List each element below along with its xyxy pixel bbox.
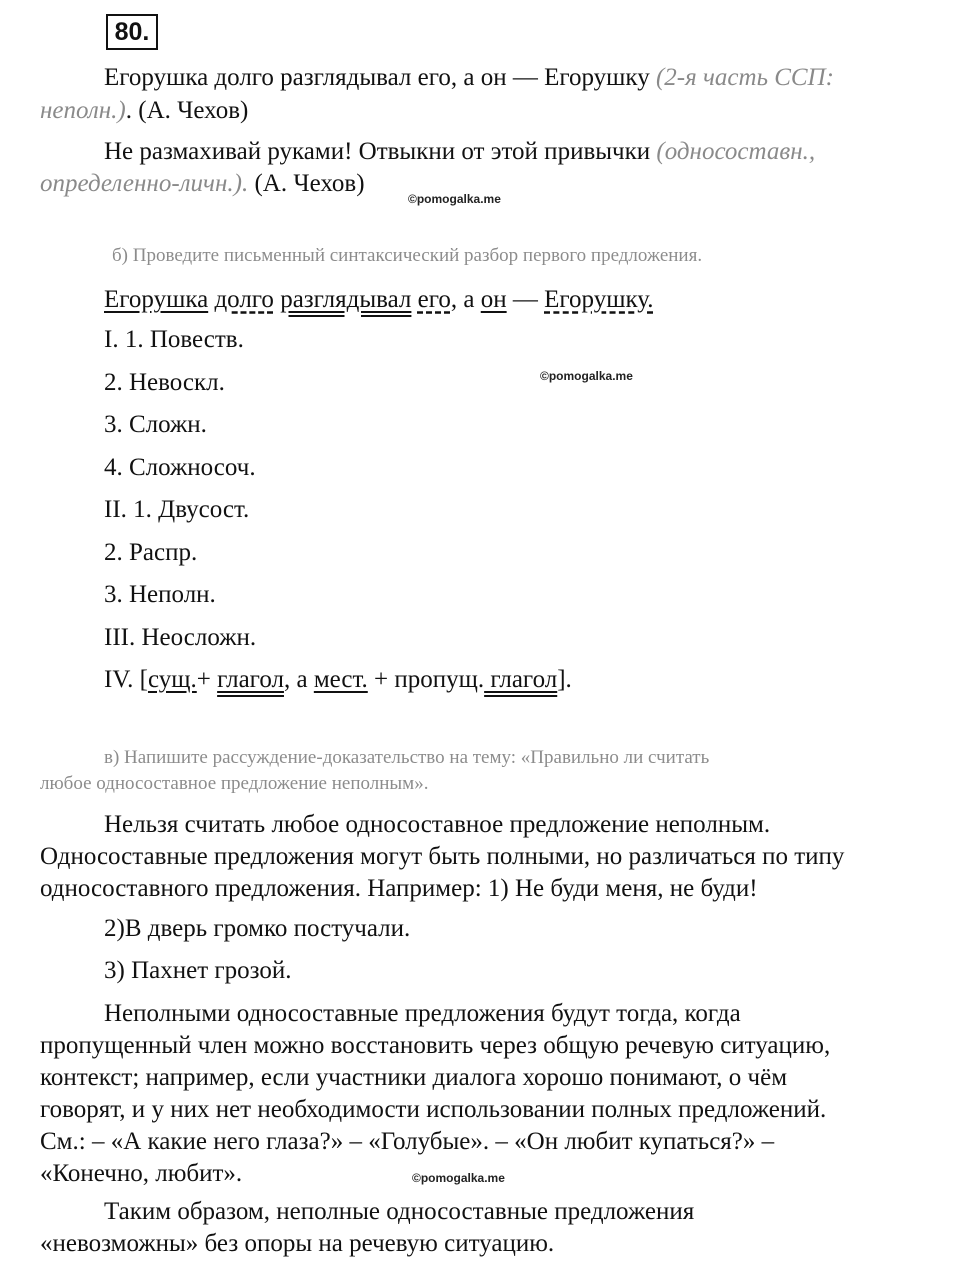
essay-p4-line: Неполными односоставные предложения будут тогда, когда [104, 1000, 741, 1027]
subject-word-2: он [480, 286, 507, 313]
essay-p1-line: односоставного предложения. Например: 1) Не буди меня, не буди! [40, 875, 758, 902]
essay-p4-line: контекст; например, если участники диалога хорошо понимают, о чём [40, 1064, 788, 1091]
object-word-2: Егорушку. [544, 286, 654, 313]
essay-p4-line: пропущенный член можно восстановить через общую речевую ситуацию, [40, 1032, 831, 1059]
essay-p5-line: Таким образом, неполные односоставные предложения [104, 1198, 695, 1225]
analysis-item: II. 1. Двусост. [104, 496, 250, 523]
task-b: б) Проведите письменный синтаксический разбор первого предложения. [112, 245, 703, 266]
example-1-line1: Егорушка долго разглядывал его, а он — Егорушку (2-я часть ССП: [104, 64, 834, 91]
subject-word: Егорушка [104, 286, 209, 313]
example-1-line2: неполн.). (А. Чехов) [40, 97, 249, 124]
object-word: его [417, 286, 451, 313]
watermark: ©pomogalka.me [540, 369, 633, 383]
watermark: ©pomogalka.me [412, 1171, 505, 1185]
sentence-scheme: IV. [сущ.+ глагол, а мест. + пропущ. глагол]. [104, 666, 572, 693]
analysis-item: 4. Сложносоч. [104, 454, 256, 481]
analysis-item: I. 1. Повеств. [104, 326, 244, 353]
task-v-line1: в) Напишите рассуждение-доказательство на тему: «Правильно ли считать [104, 747, 710, 768]
analysis-item: 2. Невоскл. [104, 369, 225, 396]
example-2-line1: Не размахивай руками! Отвыкни от этой привычки (односоставн., [104, 138, 816, 165]
adverbial-word: долго [214, 286, 274, 313]
example-1-note: (2-я часть ССП: [655, 64, 834, 91]
analysis-item: 3. Неполн. [104, 581, 216, 608]
analysis-item: 2. Распр. [104, 539, 198, 566]
essay-p4-line: «Конечно, любит». [40, 1160, 243, 1187]
task-v-line2: любое односоставное предложение неполным». [40, 773, 429, 794]
essay-p1-line: Нельзя считать любое односоставное предложение неполным. [104, 811, 771, 838]
essay-p5-line: «невозможны» без опоры на речевую ситуацию. [40, 1230, 555, 1257]
parsed-sentence: Егорушка долго разглядывал его, а он — Егорушку. [104, 286, 654, 313]
essay-p1-line: Односоставные предложения могут быть полными, но различаться по типу [40, 843, 845, 870]
essay-p3: 3) Пахнет грозой. [104, 957, 292, 984]
exercise-number: 80. [106, 14, 158, 50]
predicate-word: разглядывал [280, 286, 412, 313]
analysis-item: III. Неосложн. [104, 624, 257, 651]
watermark: ©pomogalka.me [408, 192, 501, 206]
analysis-item: 3. Сложн. [104, 411, 207, 438]
essay-p2: 2)В дверь громко постучали. [104, 915, 411, 942]
example-2-line2: определенно-личн.). (А. Чехов) [40, 170, 365, 197]
essay-p4-line: См.: – «А какие него глаза?» – «Голубые». – «Он любит купаться?» – [40, 1128, 775, 1155]
essay-p4-line: говорят, и у них нет необходимости использовании полных предложений. [40, 1096, 827, 1123]
example-2-note: (односоставн., [656, 138, 816, 165]
